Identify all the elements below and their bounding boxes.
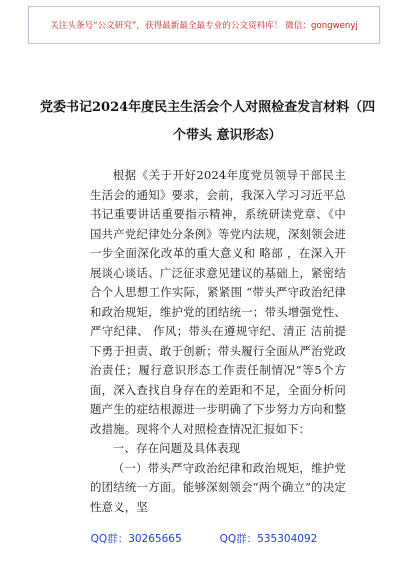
paragraph-intro: 根据《关于开好2024年度党员领导干部民主生活会的通知》要求，会前，我深入学习习近平总书记重要讲话重要指示精神，系统研读党章、《中国共产党纪律处分条例》等党内法规，深刻领会进一步全面深化改革的重大意义和 略部 ，在深入开展谈心谈话、广泛征求意见建议的基础上，紧密结合个人思想工作实际，紧紧围 “带头严守政治纪律和政治规矩，维护党的团结统一；带头增强党性、严守纪律、 作风；带头在遵规守纪、清正 洁前提下勇于担责、敢于创新；带头履行全面从严治党政治责任；履行意识形态工作责任制情况”等5个方面，深入查找自身存在的差距和不足，全面分析问题产生的症结根源进一步明确了下步努力方向和整改措施。现将个人对照检查情况汇报如下： — [90, 168, 346, 436]
document-title-line-2: 个带头 意识形态） — [173, 128, 282, 143]
banner-text: 关注头条号“公文研究”，获得最新最全最专业的公文资料库！ 微信：gongwenyj — [50, 21, 358, 31]
footer-qq-group-1: QQ群：30265665 — [90, 533, 182, 545]
footer — [0, 531, 408, 546]
footer-qq-group-2: QQ群：535304092 — [219, 533, 318, 545]
document-body — [90, 166, 346, 517]
document-title-line-1: 党委书记2024年度民主生活会个人对照检查发言材料（四 — [40, 100, 376, 115]
section-heading: 一、存在问题及具体表现 — [112, 441, 241, 455]
watermark-banner — [28, 6, 380, 44]
paragraph-section-1: （一）带头严守政治纪律和政治规矩，维护党的团结统一方面。能够深刻领会“两个确立”的决定性意义，坚 — [90, 460, 346, 514]
